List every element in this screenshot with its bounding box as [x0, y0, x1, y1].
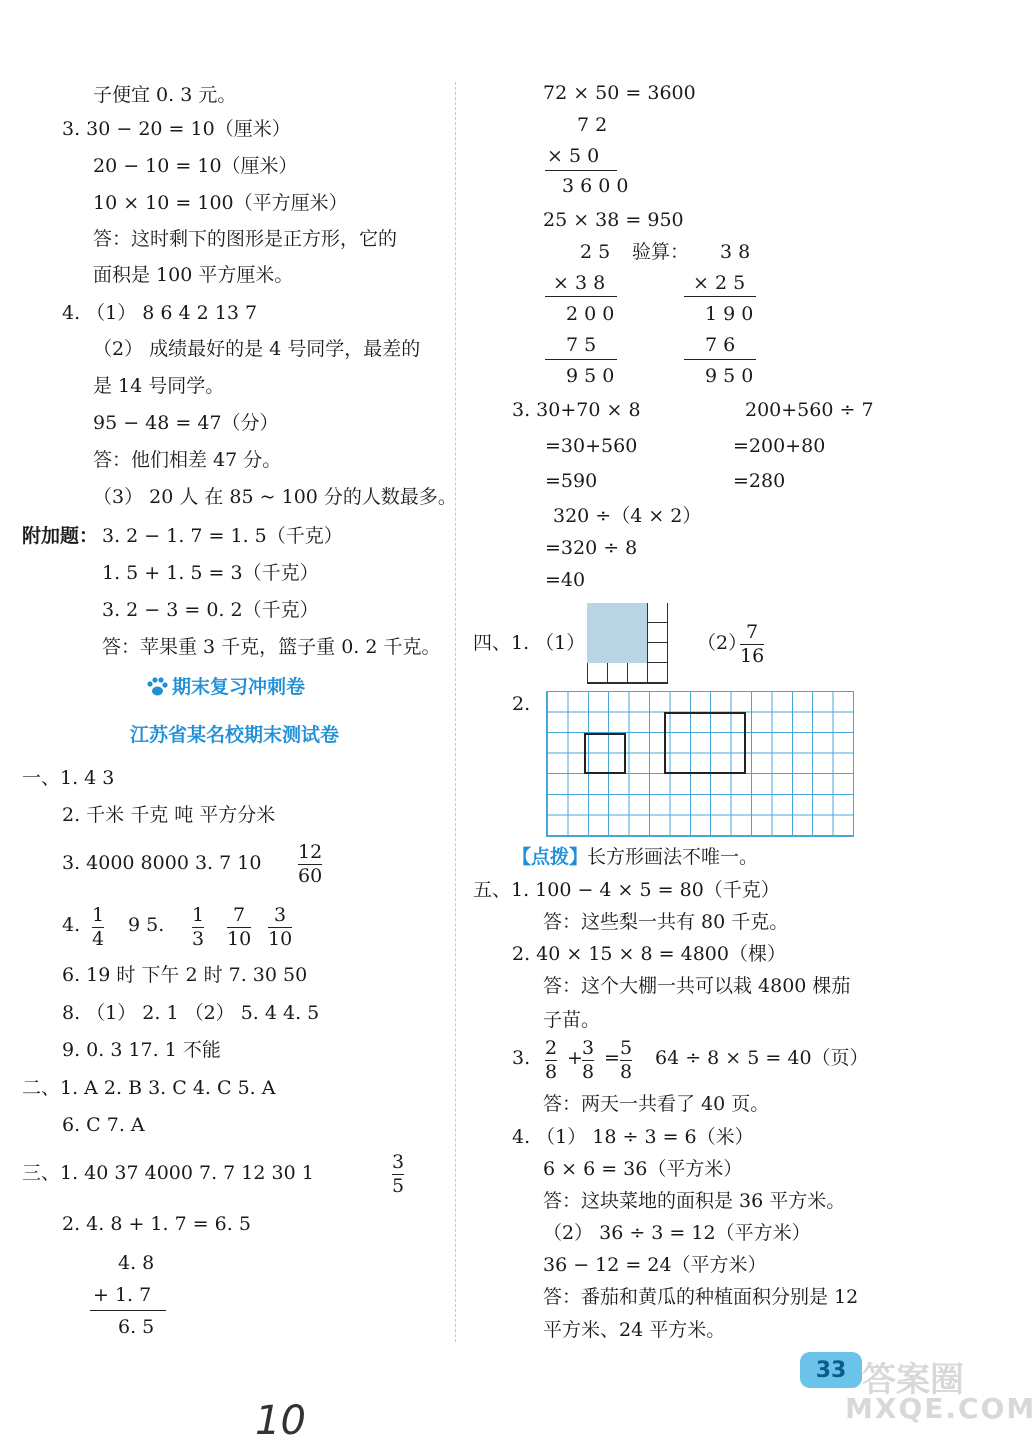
- text-line: 36 − 12 = 24（平方米）: [543, 1254, 767, 1276]
- fraction: [268, 906, 292, 949]
- vertical-calc: 6. 5: [118, 1316, 155, 1338]
- fraction: [298, 843, 322, 886]
- text-line: 3. 30+70 × 8: [512, 399, 641, 421]
- denominator: 60: [298, 865, 323, 887]
- square-drawing: [584, 733, 626, 774]
- vertical-calc: × 5 0: [547, 145, 600, 167]
- exam-title: 江苏省某名校期末测试卷: [130, 724, 340, 746]
- text-line: 10 × 10 = 100（平方厘米）: [93, 192, 348, 214]
- text-line: 答：他们相差 47 分。: [93, 449, 282, 471]
- vertical-calc: 7 6: [705, 334, 736, 356]
- denominator: 8: [582, 1061, 595, 1083]
- text-line: 答：这个大棚一共可以栽 4800 棵茄: [543, 975, 851, 997]
- vertical-calc: 4. 8: [118, 1252, 155, 1274]
- text-line: 72 × 50 = 3600: [543, 82, 696, 104]
- operator: =: [604, 1047, 620, 1069]
- section-title: 期末复习冲刺卷: [172, 676, 306, 698]
- fraction: [392, 1153, 404, 1196]
- text-line: （2） 成绩最好的是 4 号同学，最差的: [93, 338, 421, 360]
- calc-rule: [545, 296, 617, 297]
- vertical-calc: 9 5 0: [566, 365, 615, 387]
- shaded-grid-figure: [587, 603, 668, 684]
- fraction: [740, 623, 764, 666]
- vertical-calc: 7 5: [566, 334, 597, 356]
- text-line: 四、1. （1）: [473, 632, 586, 654]
- text-line: 2. 40 × 15 × 8 = 4800（棵）: [512, 943, 786, 965]
- text-line: 2. 千米 千克 吨 平方分米: [62, 804, 276, 826]
- denominator: 10: [268, 928, 293, 950]
- text-line: 9. 0. 3 17. 1 不能: [62, 1039, 221, 1061]
- vertical-calc: 2 0 0: [566, 303, 615, 325]
- text-line: 答：这块菜地的面积是 36 平方米。: [543, 1190, 846, 1212]
- text-line: =40: [545, 569, 586, 591]
- handwritten-note: 10: [255, 1398, 306, 1444]
- text-line: 320 ÷（4 × 2）: [553, 505, 702, 527]
- fraction: [545, 1039, 557, 1082]
- text-line: 6 × 6 = 36（平方米）: [543, 1158, 743, 1180]
- bonus-label: 附加题：: [22, 525, 99, 547]
- numerator: 1: [92, 904, 105, 926]
- calc-rule: [90, 1310, 166, 1311]
- numerator: 12: [298, 841, 323, 863]
- text-line: 4.: [62, 914, 81, 936]
- numerator: 2: [545, 1037, 558, 1059]
- check-label: 验算：: [632, 241, 690, 263]
- numerator: 3: [274, 904, 287, 926]
- text-line: =280: [733, 470, 786, 492]
- numerator: 7: [233, 904, 246, 926]
- vertical-calc: 2 5: [580, 241, 611, 263]
- text-line: 3. 30 − 20 = 10（厘米）: [62, 118, 291, 140]
- text-line: 4. （1） 18 ÷ 3 = 6（米）: [512, 1126, 754, 1148]
- calc-rule: [545, 359, 617, 360]
- text-line: 3. 2 − 1. 7 = 1. 5（千克）: [102, 525, 343, 547]
- text-line: （3） 20 人 在 85 ~ 100 分的人数最多。: [93, 486, 457, 508]
- text-line: =590: [545, 470, 598, 492]
- text-line: 答：这时剩下的图形是正方形，它的: [93, 228, 398, 250]
- text-line: 3. 2 − 3 = 0. 2（千克）: [102, 599, 319, 621]
- denominator: 3: [192, 928, 205, 950]
- denominator: 8: [545, 1061, 558, 1083]
- text-line: 20 − 10 = 10（厘米）: [93, 155, 298, 177]
- calc-rule: [684, 359, 756, 360]
- denominator: 10: [227, 928, 252, 950]
- text-line: 答：番茄和黄瓜的种植面积分别是 12: [543, 1286, 859, 1308]
- text-line: 子便宜 0. 3 元。: [93, 84, 237, 106]
- tip-text: 长方形画法不唯一。: [587, 846, 759, 868]
- vertical-calc: 9 5 0: [705, 365, 754, 387]
- text-line: 面积是 100 平方厘米。: [93, 264, 294, 286]
- text-line: 子苗。: [543, 1009, 601, 1031]
- vertical-calc: 7 2: [577, 114, 608, 136]
- denominator: 8: [620, 1061, 633, 1083]
- vertical-calc: 3 6 0 0: [562, 175, 629, 197]
- denominator: 16: [740, 645, 765, 667]
- text-line: 答：两天一共看了 40 页。: [543, 1093, 770, 1115]
- page-number: 33: [800, 1352, 862, 1388]
- text-line: 9 5.: [128, 914, 165, 936]
- text-line: 二、1. A 2. B 3. C 4. C 5. A: [22, 1077, 276, 1099]
- vertical-calc: 3 8: [720, 241, 751, 263]
- text-line: 95 − 48 = 47（分）: [93, 412, 279, 434]
- text-line: =200+80: [733, 435, 826, 457]
- text-line: 平方米、24 平方米。: [543, 1319, 726, 1341]
- text-line: 8. （1） 2. 1 （2） 5. 4 4. 5: [62, 1002, 320, 1024]
- fraction: [192, 906, 204, 949]
- text-line: 答：苹果重 3 千克，篮子重 0. 2 千克。: [102, 636, 441, 658]
- text-line: 3.: [512, 1047, 531, 1069]
- text-line: 答：这些梨一共有 80 千克。: [543, 911, 789, 933]
- paw-icon: [146, 677, 168, 697]
- text-line: =30+560: [545, 435, 638, 457]
- numerator: 3: [582, 1037, 595, 1059]
- fraction: [620, 1039, 632, 1082]
- column-divider: [455, 82, 456, 1342]
- text-line: =320 ÷ 8: [545, 537, 638, 559]
- denominator: 5: [392, 1175, 405, 1197]
- text-line: 3. 4000 8000 3. 7 10: [62, 852, 262, 874]
- rectangle-drawing: [664, 712, 746, 774]
- watermark-url: MXQE.COM: [845, 1392, 1036, 1425]
- text-line: （2） 36 ÷ 3 = 12（平方米）: [543, 1222, 811, 1244]
- text-line: 4. （1） 8 6 4 2 13 7: [62, 302, 258, 324]
- watermark-logo: 答案圈: [862, 1360, 964, 1400]
- numerator: 7: [746, 621, 759, 643]
- text-line: 200+560 ÷ 7: [745, 399, 874, 421]
- vertical-calc: + 1. 7: [93, 1284, 152, 1306]
- vertical-calc: × 2 5: [693, 272, 746, 294]
- text-line: 2. 4. 8 + 1. 7 = 6. 5: [62, 1213, 251, 1235]
- text-line: 三、1. 40 37 4000 7. 7 12 30 1: [22, 1162, 314, 1184]
- text-line: 64 ÷ 8 × 5 = 40（页）: [655, 1047, 869, 1069]
- calc-rule: [684, 296, 756, 297]
- fraction: [582, 1039, 594, 1082]
- text-line: 2.: [512, 693, 531, 715]
- text-line: 6. 19 时 下午 2 时 7. 30 50: [62, 964, 308, 986]
- numerator: 5: [620, 1037, 633, 1059]
- vertical-calc: × 3 8: [553, 272, 606, 294]
- fraction: [227, 906, 251, 949]
- vertical-calc: 1 9 0: [705, 303, 754, 325]
- operator: +: [567, 1047, 583, 1069]
- text-line: 一、1. 4 3: [22, 767, 115, 789]
- text-line: 6. C 7. A: [62, 1114, 145, 1136]
- text-line: 五、1. 100 − 4 × 5 = 80（千克）: [473, 879, 780, 901]
- fraction: [92, 906, 104, 949]
- text-line: （2）: [697, 632, 748, 654]
- tip-label: 【点拨】: [512, 846, 589, 868]
- text-line: 1. 5 + 1. 5 = 3（千克）: [102, 562, 319, 584]
- text-line: 25 × 38 = 950: [543, 209, 684, 231]
- text-line: 是 14 号同学。: [93, 375, 225, 397]
- numerator: 1: [192, 904, 205, 926]
- numerator: 3: [392, 1151, 405, 1173]
- calc-rule: [545, 170, 617, 171]
- denominator: 4: [92, 928, 105, 950]
